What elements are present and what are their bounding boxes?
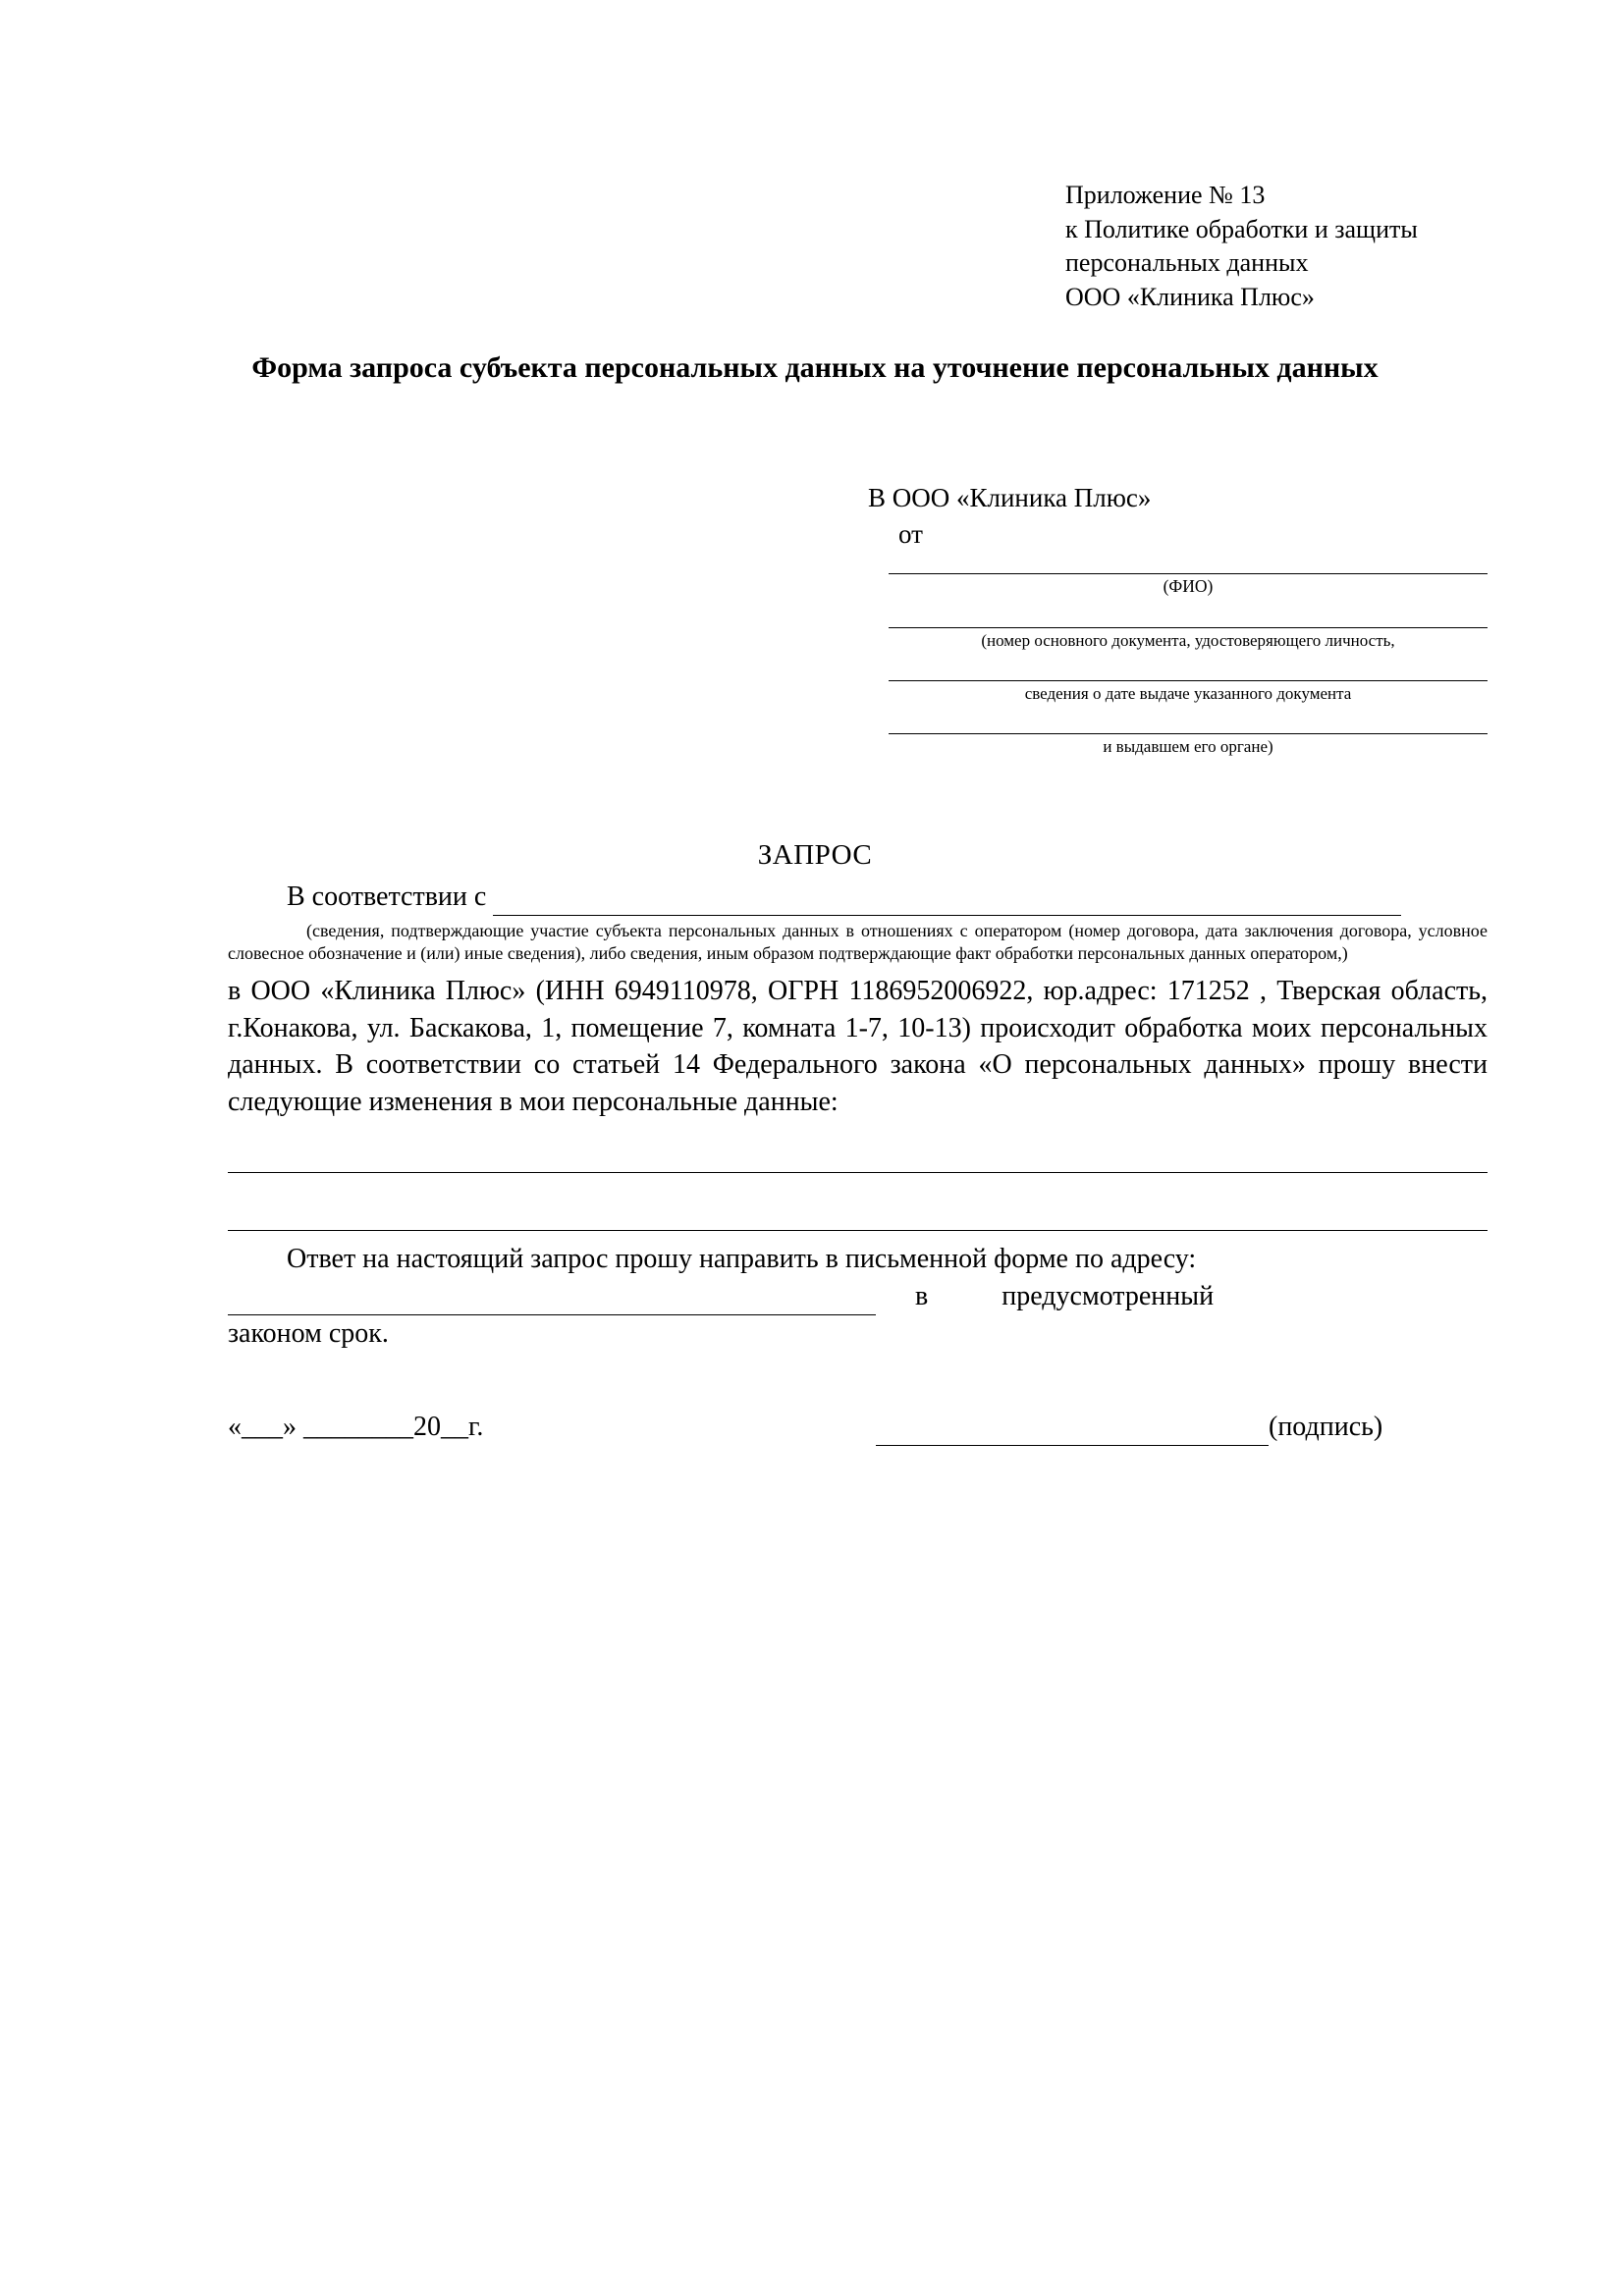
signature-rule[interactable] bbox=[876, 1419, 1269, 1446]
changes-line-1[interactable] bbox=[228, 1137, 1488, 1173]
field-document-date-rule[interactable] bbox=[889, 657, 1488, 681]
addressee-from-label: от bbox=[898, 519, 923, 549]
field-document-issuer bbox=[889, 710, 1488, 757]
field-document-date-caption: сведения о дате выдаче указанного документа bbox=[1024, 684, 1352, 704]
field-document-number-rule[interactable] bbox=[889, 604, 1488, 628]
field-document-date bbox=[889, 657, 1488, 704]
intro-line bbox=[228, 879, 1488, 916]
request-heading: ЗАПРОС bbox=[757, 839, 873, 871]
intro-note-text: (сведения, подтверждающие участие субъекта персональных данных в отношениях с оператором (номер договора, дата заключения договора, условное словесное обозначение и (или) иные сведения), либо сведения, иным образом подтверждающие факт обработки персональных данных оператором,) bbox=[228, 920, 1488, 963]
field-document-issuer-rule[interactable] bbox=[889, 710, 1488, 734]
field-fio-caption: (ФИО) bbox=[1163, 576, 1214, 596]
applicant-fields bbox=[889, 550, 1488, 764]
addressee-block bbox=[864, 483, 1532, 550]
answer-prefix: Ответ на настоящий запрос прошу направить в письменной форме по адресу: bbox=[287, 1244, 1197, 1275]
intro-note bbox=[228, 920, 1488, 965]
document-body bbox=[228, 879, 1488, 1448]
signature-row bbox=[228, 1409, 1488, 1448]
answer-mid: в bbox=[915, 1280, 929, 1311]
signature-field bbox=[876, 1409, 1382, 1446]
changes-line-2[interactable] bbox=[228, 1195, 1488, 1231]
field-document-number bbox=[889, 604, 1488, 651]
answer-paragraph bbox=[228, 1241, 1488, 1352]
field-fio bbox=[889, 550, 1488, 598]
main-paragraph: в ООО «Клиника Плюс» (ИНН 6949110978, ОГРН 1186952006922, юр.адрес: 171252 , Тверская область, г.Конакова, ул. Баскакова, 1, помещение 7, комната 1-7, 10-13) происходит обработка моих персональных данных. В соответствии со статьей 14 Федерального закона «О персональных данных» прошу внести следующие изменения в мои персональные данные: bbox=[228, 975, 1488, 1118]
appendix-line-2: к Политике обработки и защиты bbox=[1065, 214, 1418, 243]
answer-address-line[interactable] bbox=[228, 1287, 876, 1315]
intro-fill-line[interactable] bbox=[493, 887, 1401, 916]
signature-label: (подпись) bbox=[1269, 1412, 1383, 1443]
field-document-number-caption: (номер основного документа, удостоверяющего личность, bbox=[981, 630, 1395, 650]
intro-label: В соответствии с bbox=[287, 881, 487, 912]
addressee-organization: В ООО «Клиника Плюс» bbox=[868, 483, 1152, 512]
signature-date[interactable]: «___» ________20__г. bbox=[228, 1412, 484, 1443]
field-document-issuer-caption: и выдавшем его органе) bbox=[1103, 737, 1273, 757]
answer-tail: законом срок. bbox=[228, 1317, 389, 1349]
appendix-header bbox=[1065, 179, 1537, 314]
appendix-line-3: персональных данных bbox=[1065, 248, 1309, 278]
answer-suffix: предусмотренный bbox=[1001, 1280, 1215, 1311]
page-title: Форма запроса субъекта персональных данных на уточнение персональных данных bbox=[251, 351, 1379, 384]
appendix-line-4: ООО «Клиника Плюс» bbox=[1065, 282, 1315, 311]
appendix-line-1: Приложение № 13 bbox=[1065, 181, 1266, 209]
field-fio-rule[interactable] bbox=[889, 550, 1488, 574]
